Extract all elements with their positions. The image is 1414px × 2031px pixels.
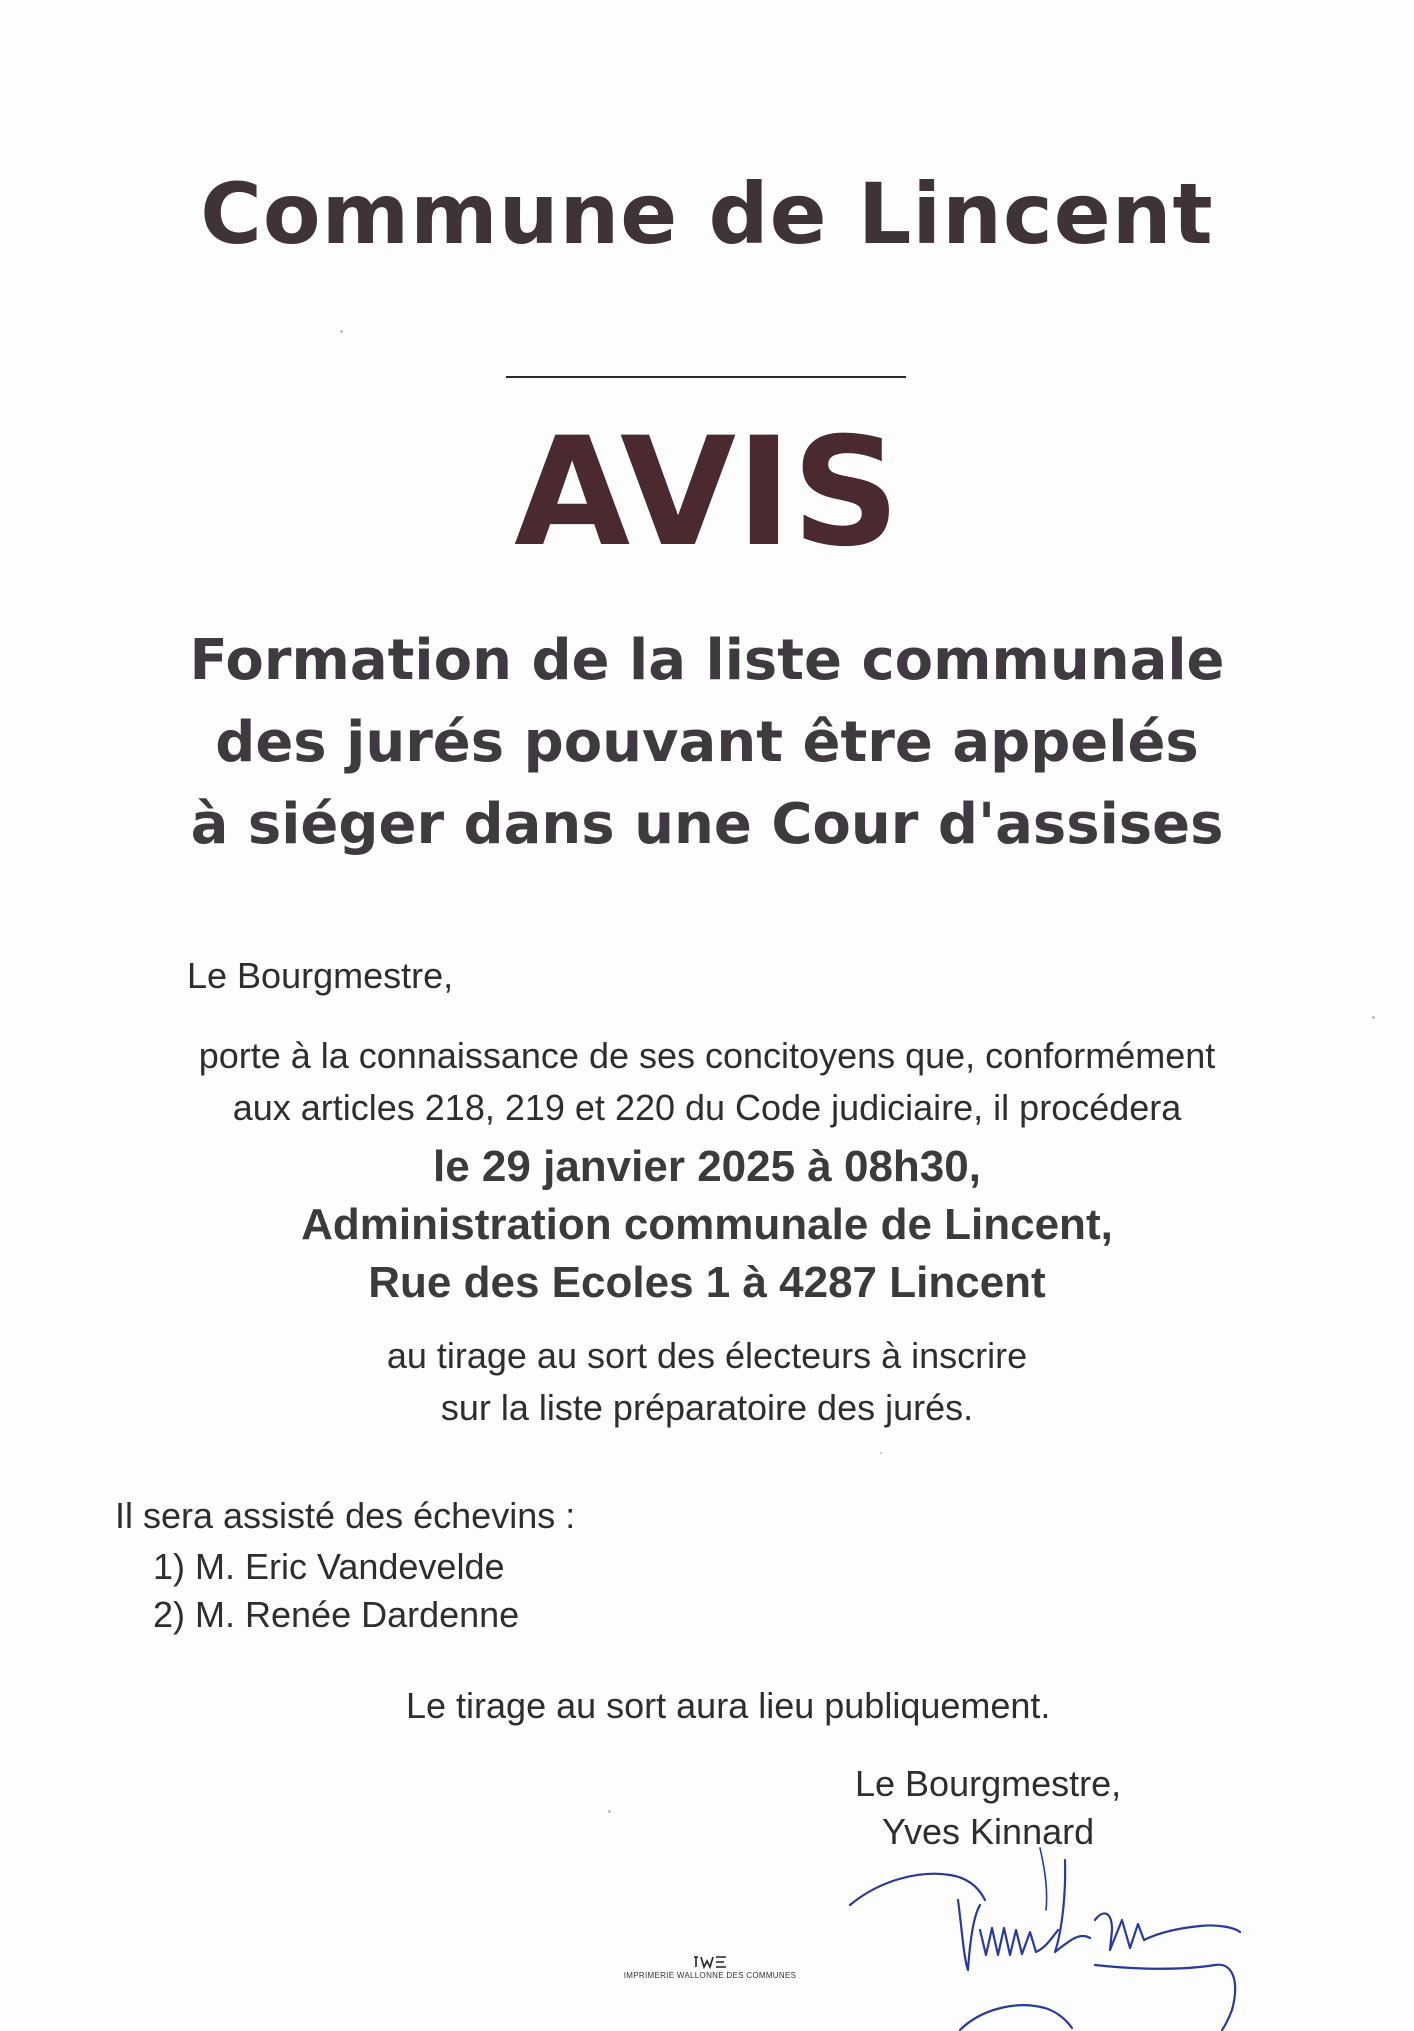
signature-stroke bbox=[1055, 1860, 1090, 1952]
intro-text: Le Bourgmestre, bbox=[187, 955, 454, 996]
signature-stroke bbox=[1095, 1913, 1240, 1950]
aldermen-list bbox=[153, 1543, 519, 1639]
signature-stroke bbox=[980, 1928, 1058, 1955]
commune-title: Commune de Lincent bbox=[200, 165, 1214, 263]
signature-stroke bbox=[960, 2005, 1072, 2030]
paragraph-line: sur la liste préparatoire des jurés. bbox=[440, 1387, 974, 1428]
event-address: Rue des Ecoles 1 à 4287 Lincent bbox=[368, 1258, 1046, 1307]
printer-name: IMPRIMERIE WALLONNE DES COMMUNES bbox=[623, 1971, 797, 1980]
signer-role: Le Bourgmestre, bbox=[855, 1763, 1122, 1804]
notice-heading: AVIS bbox=[514, 406, 900, 580]
printer-footer bbox=[600, 1955, 820, 1980]
purpose-paragraph bbox=[0, 1330, 1414, 1434]
event-date: le 29 janvier 2025 à 08h30, bbox=[433, 1142, 981, 1191]
paragraph-line: au tirage au sort des électeurs à inscrire bbox=[386, 1335, 1028, 1376]
signer-name: Yves Kinnard bbox=[882, 1811, 1095, 1852]
paper-speck bbox=[340, 330, 343, 333]
paragraph-line: aux articles 218, 219 et 220 du Code judiciaire, il procédera bbox=[232, 1087, 1182, 1128]
signature-stroke bbox=[850, 1874, 985, 1905]
paper-speck bbox=[880, 1452, 882, 1454]
paper-speck bbox=[1372, 1016, 1375, 1019]
announcement-paragraph bbox=[0, 1030, 1414, 1134]
notice-subtitle bbox=[0, 620, 1414, 866]
assist-label: Il sera assisté des échevins : bbox=[115, 1495, 576, 1536]
paragraph-line: porte à la connaissance de ses concitoyens que, conformément bbox=[198, 1035, 1216, 1076]
printer-logo-icon bbox=[690, 1955, 730, 1969]
subtitle-line: à siéger dans une Cour d'assises bbox=[190, 792, 1224, 857]
handwritten-signature bbox=[840, 1820, 1260, 2031]
signature-stroke bbox=[1040, 1848, 1047, 1910]
subtitle-line: des jurés pouvant être appelés bbox=[215, 710, 1199, 775]
subtitle-line: Formation de la liste communale bbox=[189, 628, 1225, 693]
paper-speck bbox=[608, 1810, 611, 1813]
public-note: Le tirage au sort aura lieu publiquement. bbox=[406, 1685, 1051, 1726]
event-details bbox=[0, 1138, 1414, 1312]
signature-stroke bbox=[958, 1900, 980, 1970]
title-divider bbox=[506, 376, 906, 378]
signature-stroke bbox=[1095, 1965, 1235, 2030]
list-item: 1) M. Eric Vandevelde bbox=[153, 1546, 505, 1587]
list-item: 2) M. Renée Dardenne bbox=[153, 1594, 520, 1635]
event-venue: Administration communale de Lincent, bbox=[301, 1200, 1113, 1249]
